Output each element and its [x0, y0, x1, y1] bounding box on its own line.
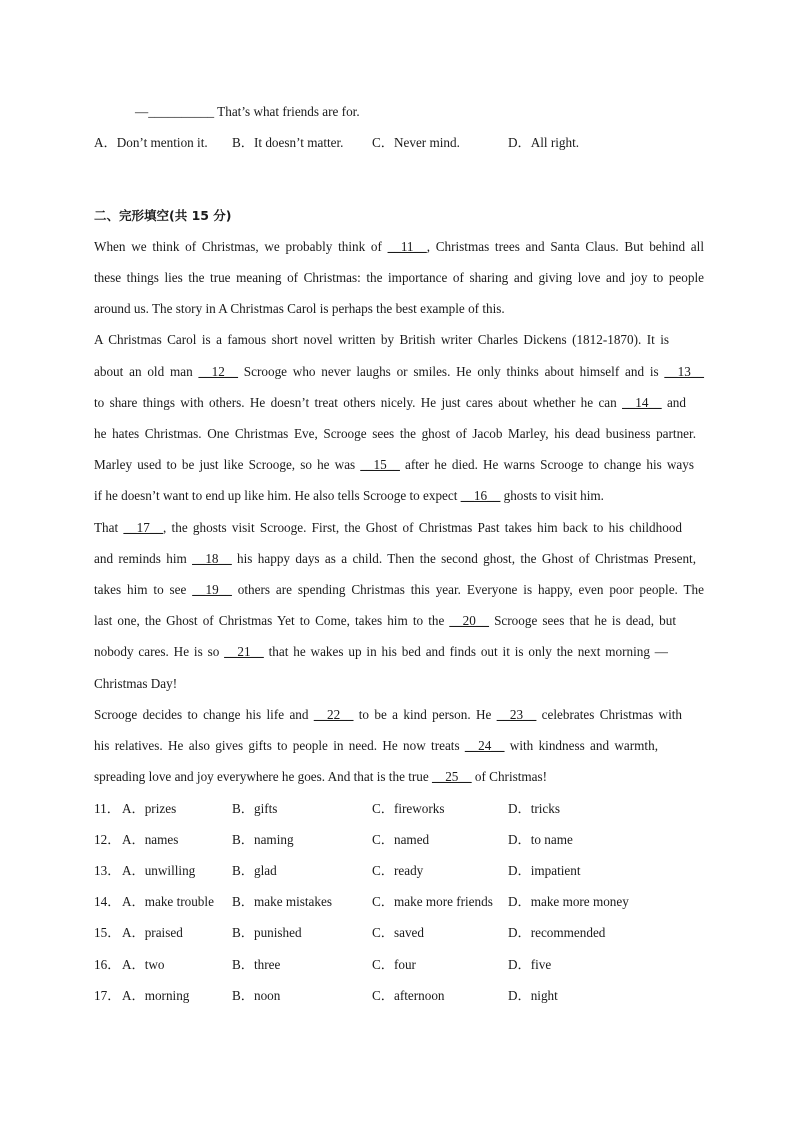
option-c: C．fireworks — [372, 801, 445, 816]
passage-line: to share things with others. He doesn’t treat others nicely. He just cares about whether he can __14__ and — [94, 395, 686, 410]
question-row — [94, 892, 714, 912]
passage-line: his relatives. He also gives gifts to people in need. He now treats __24__ with kindness and warmth, — [94, 738, 658, 753]
question-number: 14． — [94, 894, 121, 909]
question-row — [94, 861, 714, 881]
question-number: 16． — [94, 957, 121, 972]
option-d: D．impatient — [508, 863, 581, 878]
passage-line: if he doesn’t want to end up like him. He also tells Scrooge to expect __16__ ghosts to visit him. — [94, 488, 604, 503]
dialogue-options — [94, 133, 714, 153]
passage-line: he hates Christmas. One Christmas Eve, Scrooge sees the ghost of Jacob Marley, his dead business partner. — [94, 426, 696, 441]
blank-25: __25__ — [432, 769, 472, 784]
option-c: C．Never mind. — [372, 135, 460, 150]
option-d: D．make more money — [508, 894, 629, 909]
passage-line: When we think of Christmas, we probably think of __11__, Christmas trees and Santa Claus. But behind all — [94, 239, 704, 254]
passage-line: around us. The story in A Christmas Carol is perhaps the best example of this. — [94, 301, 505, 316]
option-a: A．prizes — [122, 801, 177, 816]
blank-19: __19__ — [192, 582, 232, 597]
blank-12: __12__ — [198, 364, 239, 379]
question-number: 17． — [94, 988, 121, 1003]
passage-line: these things lies the true meaning of Christmas: the importance of sharing and giving love and joy to people — [94, 270, 704, 285]
option-d: D．All right. — [508, 135, 580, 150]
section-title: 二、完形填空(共 15 分) — [94, 208, 232, 223]
option-a: A．names — [122, 832, 179, 847]
passage-line: Christmas Day! — [94, 676, 178, 691]
option-b: B．It doesn’t matter. — [232, 135, 344, 150]
option-c: C．named — [372, 832, 430, 847]
blank-13: __13__ — [664, 364, 704, 379]
option-c: C．saved — [372, 925, 425, 940]
blank-14: __14__ — [622, 395, 662, 410]
question-number: 15． — [94, 925, 121, 940]
option-a: A．two — [122, 957, 165, 972]
question-row — [94, 830, 714, 850]
dialogue-prompt: —__________ That’s what friends are for. — [135, 104, 360, 119]
option-b: B．gifts — [232, 801, 278, 816]
blank-21: __21__ — [224, 644, 264, 659]
option-b: B．three — [232, 957, 281, 972]
option-d: D．to name — [508, 832, 573, 847]
question-row — [94, 923, 714, 943]
passage-line: Scrooge decides to change his life and __22__ to be a kind person. He __23__ celebrates Christmas with — [94, 707, 683, 722]
option-c: C．ready — [372, 863, 424, 878]
question-row — [94, 986, 714, 1006]
blank-24: __24__ — [464, 738, 505, 753]
option-d: D．five — [508, 957, 552, 972]
option-b: B．glad — [232, 863, 277, 878]
blank-22: __22__ — [313, 707, 354, 722]
passage-line: about an old man __12__ Scrooge who never laughs or smiles. He only thinks about himself and is __13__ — [94, 364, 704, 379]
passage-line: spreading love and joy everywhere he goes. And that is the true __25__ of Christmas! — [94, 769, 548, 784]
option-a: A．make trouble — [122, 894, 214, 909]
blank-11: __11__ — [387, 239, 427, 254]
question-row — [94, 799, 714, 819]
question-row — [94, 955, 714, 975]
blank-20: __20__ — [449, 613, 489, 628]
option-d: D．night — [508, 988, 558, 1003]
blank-23: __23__ — [496, 707, 537, 722]
option-d: D．tricks — [508, 801, 561, 816]
option-b: B．naming — [232, 832, 294, 847]
option-a: A．Don’t mention it. — [94, 135, 208, 150]
blank-18: __18__ — [192, 551, 232, 566]
passage-line: and reminds him __18__ his happy days as a child. Then the second ghost, the Ghost of Christmas Present, — [94, 551, 697, 566]
passage-line: nobody cares. He is so __21__ that he wakes up in his bed and finds out it is only the next morning — — [94, 644, 668, 659]
passage-line: A Christmas Carol is a famous short novel written by British writer Charles Dickens (1812-1870). It is — [94, 332, 669, 347]
passage-line: takes him to see __19__ others are spending Christmas this year. Everyone is happy, even poor people. The — [94, 582, 704, 597]
option-b: B．make mistakes — [232, 894, 332, 909]
option-c: C．four — [372, 957, 416, 972]
option-b: B．noon — [232, 988, 281, 1003]
option-d: D．recommended — [508, 925, 606, 940]
passage-line: Marley used to be just like Scrooge, so he was __15__ after he died. He warns Scrooge to change his ways — [94, 457, 695, 472]
question-number: 11． — [94, 801, 120, 816]
option-b: B．punished — [232, 925, 302, 940]
option-a: A．morning — [122, 988, 190, 1003]
option-c: C．make more friends — [372, 894, 493, 909]
passage-line: That __17__, the ghosts visit Scrooge. First, the Ghost of Christmas Past takes him back to his childhood — [94, 520, 683, 535]
question-number: 12． — [94, 832, 121, 847]
blank-16: __16__ — [460, 488, 501, 503]
passage-line: last one, the Ghost of Christmas Yet to Come, takes him to the __20__ Scrooge sees that he is dead, but — [94, 613, 676, 628]
option-a: A．unwilling — [122, 863, 196, 878]
option-c: C．afternoon — [372, 988, 445, 1003]
question-number: 13． — [94, 863, 121, 878]
blank-15: __15__ — [360, 457, 400, 472]
option-a: A．praised — [122, 925, 183, 940]
blank-17: __17__ — [123, 520, 163, 535]
